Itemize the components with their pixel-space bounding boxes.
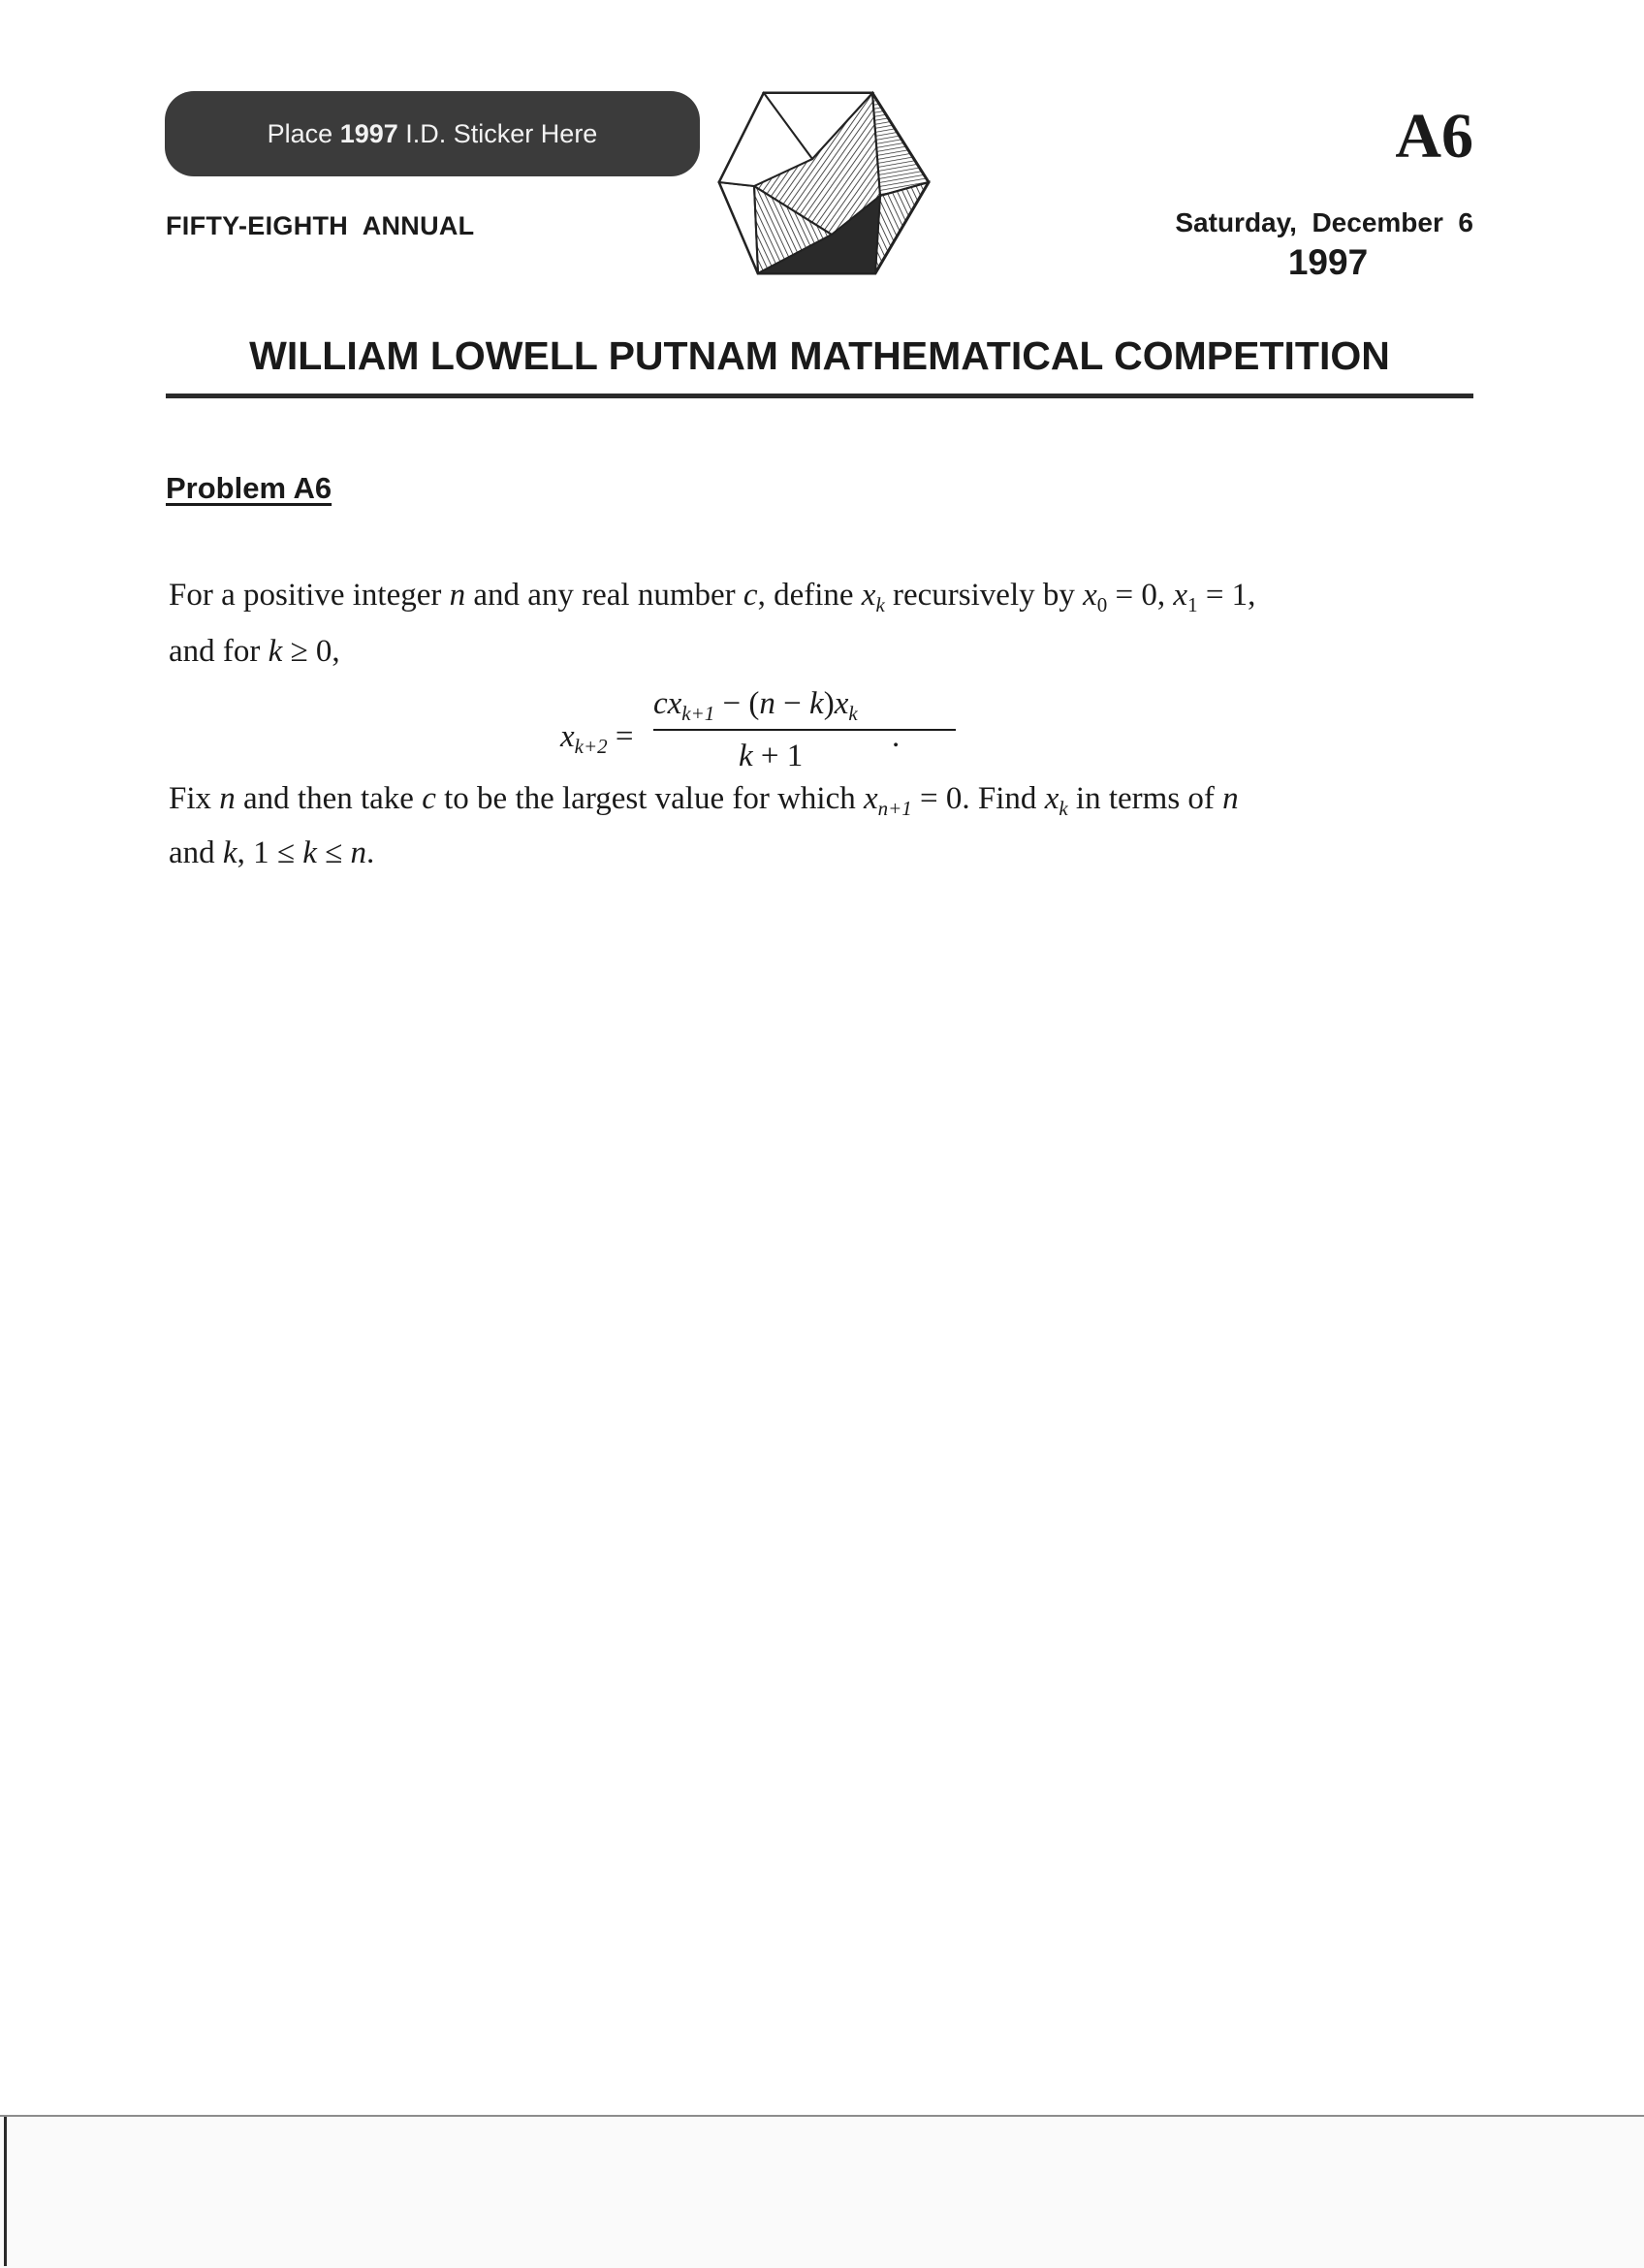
den-k: k [739,739,753,773]
text: , define [757,578,862,613]
text: in terms of [1067,781,1223,816]
var-n: n [449,578,466,613]
var-k: k [222,835,237,870]
problem-text-line-4 [169,837,374,869]
exam-year: 1997 [1287,242,1369,282]
sticker-text-pre: Place [267,118,340,148]
competition-title: WILLIAM LOWELL PUTNAM MATHEMATICAL COMPETITION [249,333,1390,378]
text: Fix [169,781,220,816]
text: , 1 ≤ [237,835,303,870]
sub-k: k [1059,797,1068,820]
var-k2: k [302,835,317,870]
text: For a positive integer [169,578,450,613]
problem-text-line-3 [169,783,1239,819]
text: = 0, [1107,578,1174,613]
recurrence-formula [560,684,909,781]
var-n: n [350,835,366,870]
num-sub1: k+1 [681,702,715,725]
lhs-var: x [560,719,575,754]
num-k: k [809,686,824,721]
formula-denominator [739,739,803,774]
underlying-page-edge [0,2115,1644,2268]
num-x: x [834,686,849,721]
sticker-text-post: I.D. Sticker Here [397,118,598,148]
underlying-page-left-edge [4,2117,7,2266]
competition-annual: FIFTY-EIGHTH ANNUAL [166,211,475,240]
text: ≥ 0, [282,634,340,669]
num-sub2: k [848,702,858,725]
lhs-sub: k+2 [574,735,608,758]
fraction-bar [653,729,956,731]
text: . [365,835,375,870]
sub-0: 0 [1096,593,1108,616]
var-n2: n [1222,781,1239,816]
formula-numerator [653,686,858,726]
exam-date: Saturday, December 6 [1175,207,1473,237]
text: and for [169,634,269,669]
formula-lhs [560,719,634,759]
text: recursively by [884,578,1084,613]
text: and any real number [465,578,743,613]
var-x1: x [1173,578,1188,613]
num-mid: − ( [714,686,760,721]
equals-sign: = [607,719,634,754]
text: = 0. Find [911,781,1045,816]
text: and [169,835,223,870]
den-rest: + 1 [752,739,804,773]
var-x0: x [1083,578,1097,613]
sub-1: 1 [1187,593,1198,616]
var-c: c [743,578,758,613]
text: ≤ [316,835,351,870]
sub-n1: n+1 [877,797,912,820]
problem-code: A6 [1395,101,1473,172]
text: to be the largest value for which [435,781,864,816]
polyhedron-logo-icon [715,89,931,279]
var-xk: x [1044,781,1059,816]
var-k: k [268,634,283,669]
problem-text-line-2 [169,636,340,668]
formula-period: . [892,719,901,754]
problem-heading: Problem A6 [166,471,332,505]
problem-text-line-1 [169,580,1255,615]
num-n: n [759,686,775,721]
num-cx: cx [653,686,682,721]
var-n: n [219,781,236,816]
var-x: x [863,781,878,816]
sticker-year: 1997 [339,118,398,148]
sub-k: k [875,593,885,616]
title-rule [166,394,1473,398]
num-close: ) [823,686,835,721]
var-x: x [861,578,876,613]
text: and then take [235,781,423,816]
text: = 1, [1197,578,1256,613]
var-c: c [422,781,436,816]
num-minus: − [775,686,810,721]
id-sticker-box [165,91,700,176]
